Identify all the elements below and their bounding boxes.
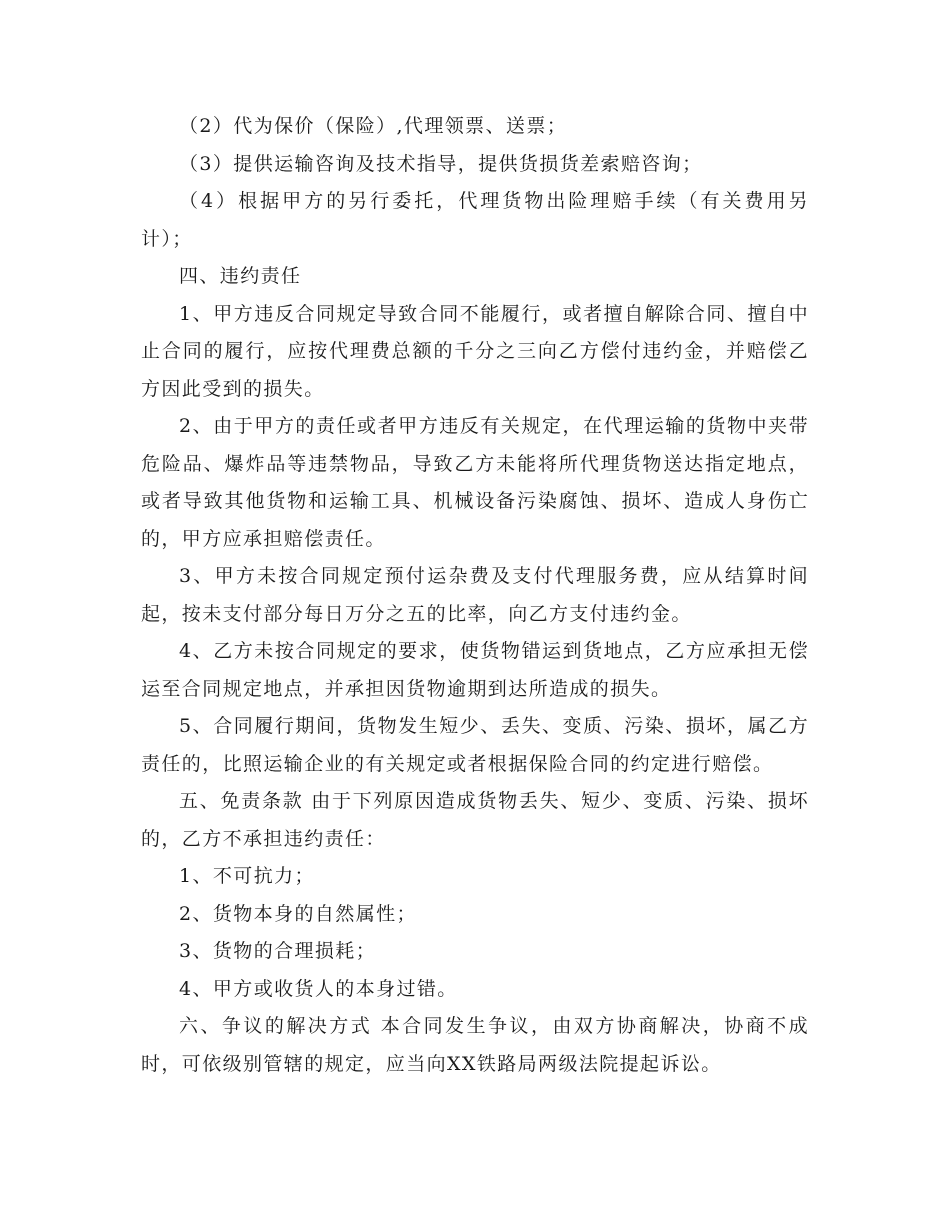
- paragraph-liability-2: 2、由于甲方的责任或者甲方违反有关规定，在代理运输的货物中夹带危险品、爆炸品等违禁物品，导致乙方未能将所代理货物送达指定地点，或者导致其他货物和运输工具、机械设备污染腐蚀、损坏、造成人身伤亡的，甲方应承担赔偿责任。: [141, 415, 809, 550]
- section-heading-liability: 四、违约责任: [179, 265, 302, 287]
- paragraph-liability-1: 1、甲方违反合同规定导致合同不能履行，或者擅自解除合同、擅自中止合同的履行，应按代理费总额的千分之三向乙方偿付违约金，并赔偿乙方因此受到的损失。: [141, 302, 809, 400]
- paragraph-liability-4: 4、乙方未按合同规定的要求，使货物错运到货地点，乙方应承担无偿运至合同规定地点，并承担因货物逾期到达所造成的损失。: [141, 640, 809, 700]
- paragraph-liability-3: 3、甲方未按合同规定预付运杂费及支付代理服务费，应从结算时间起，按未支付部分每日万分之五的比率，向乙方支付违约金。: [141, 565, 809, 625]
- paragraph-liability-5: 5、合同履行期间，货物发生短少、丢失、变质、污染、损坏，属乙方责任的，比照运输企业的有关规定或者根据保险合同的约定进行赔偿。: [141, 715, 809, 775]
- paragraph-exemption-3: 3、货物的合理损耗；: [179, 940, 377, 962]
- document-body: [141, 108, 809, 1083]
- paragraph-service-3: （3）提供运输咨询及技术指导，提供货损货差索赔咨询；: [179, 152, 703, 175]
- paragraph-exemption-1: 1、不可抗力；: [179, 865, 315, 887]
- paragraph-service-4: （4）根据甲方的另行委托，代理货物出险理赔手续（有关费用另计）；: [141, 190, 809, 250]
- paragraph-exemption-4: 4、甲方或收货人的本身过错。: [179, 977, 458, 1000]
- section-heading-dispute: 六、争议的解决方式 本合同发生争议，由双方协商解决，协商不成时，可依级别管辖的规定，应当向XX铁路局两级法院提起诉讼。: [141, 1015, 809, 1075]
- section-heading-exemption: 五、免责条款 由于下列原因造成货物丢失、短少、变质、污染、损坏的，乙方不承担违约责任：: [141, 790, 809, 850]
- paragraph-service-2: （2）代为保价（保险）,代理领票、送票；: [179, 115, 568, 137]
- paragraph-exemption-2: 2、货物本身的自然属性；: [179, 902, 417, 925]
